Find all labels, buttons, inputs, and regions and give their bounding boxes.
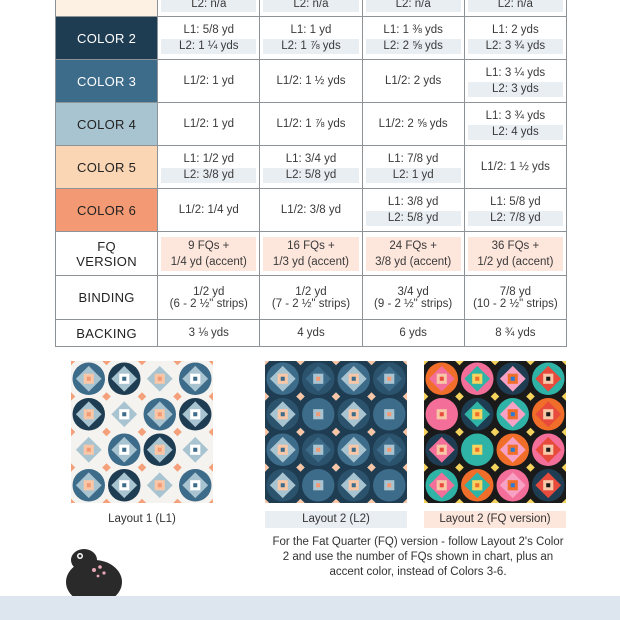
fabric-requirements-table	[55, 0, 567, 347]
cell-text: L2: n/a	[161, 0, 256, 12]
cell-text: (10 - 2 ½" strips)	[473, 297, 558, 310]
cell-text: L1: 5/8 yd	[490, 195, 541, 208]
color-2-label: COLOR 2	[56, 17, 158, 60]
cell-text: 8 ¾ yds	[464, 320, 566, 347]
cell-text: L1/2: 2 yds	[362, 60, 464, 103]
cell-text: L1/2: 3/8 yd	[260, 189, 362, 232]
fq-version-label	[56, 232, 158, 276]
top-label-cell	[56, 0, 158, 17]
layout-1-quilt-image	[71, 361, 213, 503]
label-line: VERSION	[76, 253, 137, 269]
cell-text: L2: 5/8 yd	[366, 211, 461, 226]
cell-text: 1/2 yd	[193, 285, 225, 298]
cell-text: 36 FQs +	[491, 239, 540, 252]
fq-cell	[468, 237, 563, 271]
cell-text: 1/2 yd (accent)	[477, 255, 554, 268]
cell-text: L1: 1/2 yd	[183, 152, 235, 165]
cell-text: 3/8 yd (accent)	[375, 255, 452, 268]
cell-text: (7 - 2 ½" strips)	[271, 297, 351, 310]
label-line: FQ	[97, 238, 116, 254]
cell-text: L2: 7/8 yd	[468, 211, 563, 226]
fq-cell	[263, 237, 358, 271]
cell-text: L2: 4 yds	[468, 125, 563, 140]
color-3-label: COLOR 3	[56, 60, 158, 103]
fq-cell	[161, 237, 256, 271]
cell-text: L2: 1 ⅞ yds	[263, 39, 358, 54]
cell-text: 4 yds	[260, 320, 362, 347]
cell-text: L2: 3 ¾ yds	[468, 39, 563, 54]
cell-text: 1/4 yd (accent)	[170, 255, 247, 268]
cell-text: L2: 1 yd	[366, 168, 461, 183]
cell-text: L1/2: 1 ⅞ yds	[260, 103, 362, 146]
cell-text: 6 yds	[362, 320, 464, 347]
cell-text: L1: 5/8 yd	[183, 23, 235, 36]
cell-text: (9 - 2 ½" strips)	[374, 297, 453, 310]
cell-text: L2: n/a	[263, 0, 358, 12]
layout-2-fq-caption: Layout 2 (FQ version)	[424, 511, 566, 528]
cell-text: (6 - 2 ½" strips)	[169, 297, 248, 310]
cell-text: L2: 1 ¼ yds	[161, 39, 256, 54]
cell-text: L1/2: 1 yd	[158, 60, 260, 103]
cell-text: 1/2 yd	[295, 285, 327, 298]
cell-text: L2: 5/8 yd	[263, 168, 358, 183]
cell-text: L1: 1 ⅜ yds	[383, 23, 443, 36]
cell-text: L1/2: 1 ½ yds	[464, 146, 566, 189]
layout-2-fq-quilt-image	[424, 361, 566, 503]
cell-text: L2: 3 yds	[468, 82, 563, 97]
cell-text: L2: 3/8 yd	[161, 168, 256, 183]
backing-label: BACKING	[56, 320, 158, 347]
cell-text: 9 FQs +	[188, 239, 230, 252]
cell-text: 3/4 yd	[397, 285, 429, 298]
cell-text: L1/2: 1/4 yd	[158, 189, 260, 232]
cell-text: L1: 3/4 yd	[285, 152, 337, 165]
cell-text: L1: 7/8 yd	[387, 152, 439, 165]
layout-2-quilt-image	[265, 361, 407, 503]
footer-band	[0, 596, 620, 620]
cell-text: L1: 3/8 yd	[387, 195, 439, 208]
cell-text: 24 FQs +	[389, 239, 437, 252]
cell-text: 7/8 yd	[499, 285, 532, 298]
cell-text: L1: 3 ¾ yds	[485, 109, 546, 122]
color-5-label: COLOR 5	[56, 146, 158, 189]
cell-text: 16 FQs +	[287, 239, 335, 252]
cell-text: L1/2: 1 yd	[158, 103, 260, 146]
cell-text: L1: 1 yd	[290, 23, 332, 36]
cell-text: L2: n/a	[366, 0, 461, 12]
cell-text: L2: n/a	[468, 0, 563, 12]
color-6-label: COLOR 6	[56, 189, 158, 232]
cell-text: L1/2: 1 ½ yds	[260, 60, 362, 103]
cell-text: L1: 2 yds	[492, 23, 539, 36]
cell-text: L1/2: 2 ⅝ yds	[362, 103, 464, 146]
layout-2-caption: Layout 2 (L2)	[265, 511, 407, 528]
cell-text: L1: 3 ¼ yds	[485, 66, 546, 79]
layout-1-caption: Layout 1 (L1)	[108, 513, 176, 525]
binding-label: BINDING	[56, 276, 158, 320]
fq-cell	[366, 237, 461, 271]
cell-text: 1/3 yd (accent)	[272, 255, 349, 268]
fq-instructions-note: For the Fat Quarter (FQ) version - follow Layout 2's Color 2 and use the number of FQs shown in chart, plus an accent color, instead of Colors 3-6.	[272, 536, 564, 578]
cell-text: 3 ⅛ yds	[158, 320, 260, 347]
cell-text: L2: 2 ⅝ yds	[366, 39, 461, 54]
color-4-label: COLOR 4	[56, 103, 158, 146]
